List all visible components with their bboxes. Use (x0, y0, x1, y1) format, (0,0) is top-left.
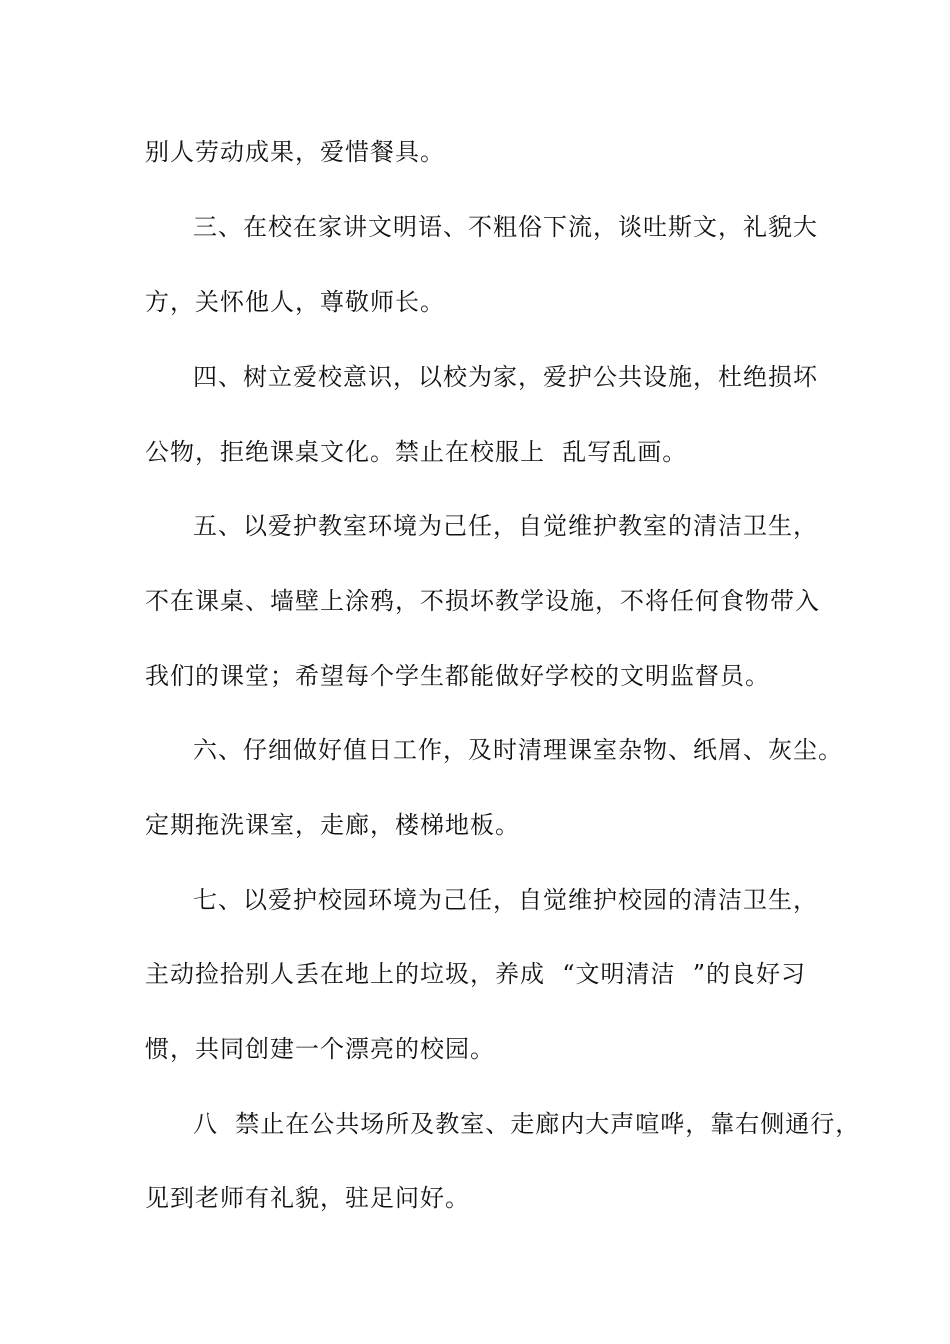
text-line: 惯，共同创建一个漂亮的校园。 (145, 1035, 495, 1063)
text-line: 八 禁止在公共场所及教室、走廊内大声喧哗，靠右侧通行， (193, 1110, 861, 1138)
text-line: 定期拖洗课室，走廊，楼梯地板。 (145, 811, 520, 839)
text-line: 公物，拒绝课桌文化。禁止在校服上 乱写乱画。 (145, 438, 688, 466)
text-line: 我们的课堂；希望每个学生都能做好学校的文明监督员。 (145, 662, 770, 690)
text-line: 七、以爱护校园环境为己任，自觉维护校园的清洁卫生， (193, 886, 818, 914)
text-line: 四、树立爱校意识，以校为家，爱护公共设施，杜绝损坏 (193, 363, 818, 391)
text-line: 五、以爱护教室环境为己任，自觉维护教室的清洁卫生， (193, 512, 818, 540)
text-line: 六、仔细做好值日工作，及时清理课室杂物、纸屑、灰尘。 (193, 736, 843, 764)
text-line: 三、在校在家讲文明语、不粗俗下流，谈吐斯文，礼貌大 (193, 213, 818, 241)
text-line: 见到老师有礼貌，驻足问好。 (145, 1184, 470, 1212)
text-line: 别人劳动成果，爱惜餐具。 (145, 138, 445, 166)
text-line: 主动捡拾别人丢在地上的垃圾，养成 “文明清洁 ”的良好习 (145, 960, 807, 988)
text-line: 不在课桌、墙壁上涂鸦，不损坏教学设施，不将任何食物带入 (145, 587, 820, 615)
text-line: 方，关怀他人，尊敬师长。 (145, 288, 445, 316)
